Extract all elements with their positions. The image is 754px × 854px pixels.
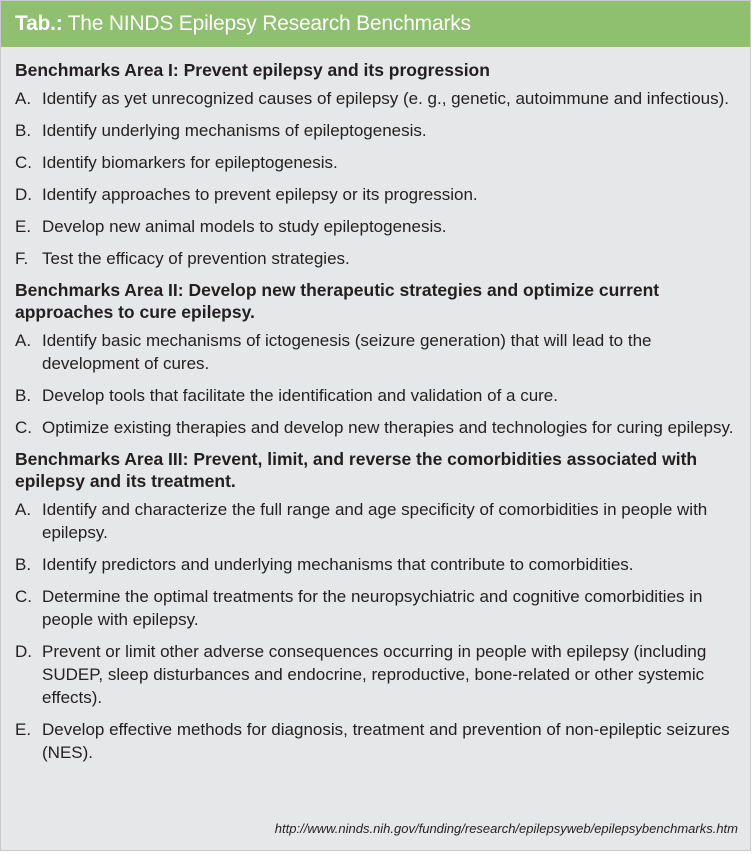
list-item: [15, 119, 740, 142]
area-heading: Benchmarks Area III: Prevent, limit, and reverse the comorbidities associated with epilepsy and its treatment.: [15, 449, 698, 491]
item-text: Prevent or limit other adverse consequences occurring in people with epilepsy (including SUDEP, sleep disturbances and endocrine, reproductive, bone-related or other systemic effects).: [42, 642, 707, 707]
item-text: Optimize existing therapies and develop new therapies and technologies for curing epilepsy.: [42, 418, 734, 437]
item-text: Identify approaches to prevent epilepsy or its progression.: [42, 185, 478, 204]
list-item: [15, 87, 740, 110]
list-item: [15, 151, 740, 174]
item-text: Identify underlying mechanisms of epileptogenesis.: [42, 121, 427, 140]
list-item: [15, 718, 740, 764]
area-heading: Benchmarks Area I: Prevent epilepsy and its progression: [15, 60, 490, 80]
source-url: http://www.ninds.nih.gov/funding/research/epilepsyweb/epilepsybenchmarks.htm: [274, 821, 738, 836]
list-item: [15, 215, 740, 238]
list-item: [15, 553, 740, 576]
item-text: Identify as yet unrecognized causes of epilepsy (e. g., genetic, autoimmune and infectious).: [42, 89, 730, 108]
list-item: [15, 416, 740, 439]
area-heading: Benchmarks Area II: Develop new therapeutic strategies and optimize current approaches to cure epilepsy.: [15, 280, 660, 322]
item-text: Develop tools that facilitate the identification and validation of a cure.: [42, 386, 558, 405]
item-letter: A.: [15, 500, 32, 519]
item-letter: B.: [15, 121, 32, 140]
table-content: [1, 47, 750, 764]
item-letter: C.: [15, 418, 32, 437]
item-letter: B.: [15, 386, 32, 405]
list-item: [15, 183, 740, 206]
item-letter: C.: [15, 153, 32, 172]
list-item: [15, 247, 740, 270]
item-text: Test the efficacy of prevention strategies.: [42, 249, 350, 268]
area-items: [15, 498, 740, 764]
item-text: Develop new animal models to study epileptogenesis.: [42, 217, 447, 236]
item-letter: A.: [15, 89, 32, 108]
item-letter: E.: [15, 217, 32, 236]
list-item: [15, 329, 740, 375]
item-text: Identify biomarkers for epileptogenesis.: [42, 153, 338, 172]
item-letter: E.: [15, 720, 32, 739]
list-item: [15, 640, 740, 709]
item-letter: A.: [15, 331, 32, 350]
item-letter: D.: [15, 642, 32, 661]
list-item: [15, 498, 740, 544]
item-letter: F.: [15, 249, 29, 268]
item-text: Identify predictors and underlying mechanisms that contribute to comorbidities.: [42, 555, 634, 574]
item-text: Develop effective methods for diagnosis, treatment and prevention of non-epileptic seizures (NES).: [42, 720, 730, 762]
item-text: Identify basic mechanisms of ictogenesis (seizure generation) that will lead to the development of cures.: [42, 331, 652, 373]
item-letter: D.: [15, 185, 32, 204]
item-letter: B.: [15, 555, 32, 574]
table-header: [1, 1, 750, 47]
area-items: [15, 87, 740, 270]
table-label: Tab.:: [15, 12, 63, 35]
item-text: Identify and characterize the full range and age specificity of comorbidities in people with epilepsy.: [42, 500, 708, 542]
list-item: [15, 384, 740, 407]
list-item: [15, 585, 740, 631]
item-letter: C.: [15, 587, 32, 606]
area-items: [15, 329, 740, 439]
item-text: Determine the optimal treatments for the neuropsychiatric and cognitive comorbidities in people with epilepsy.: [42, 587, 703, 629]
table-title: The NINDS Epilepsy Research Benchmarks: [67, 12, 471, 35]
